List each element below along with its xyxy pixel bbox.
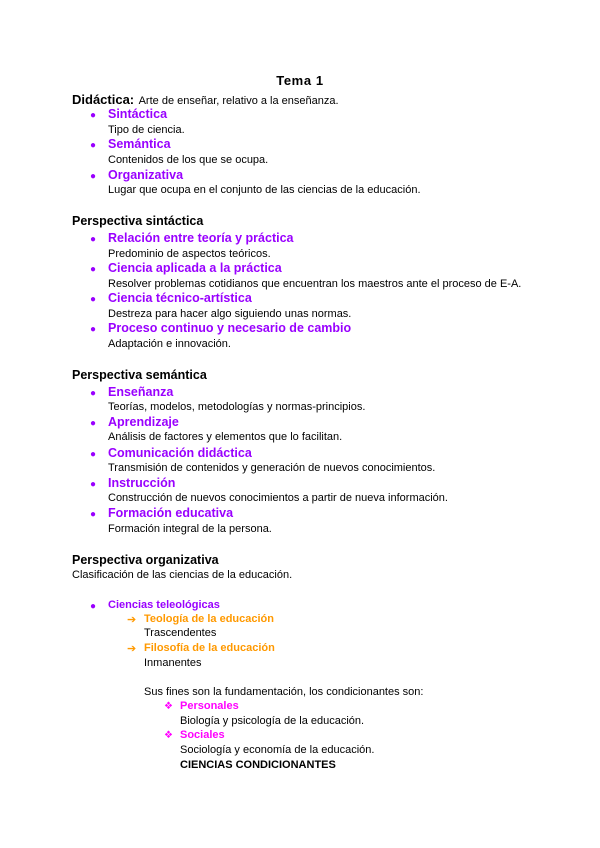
condition-label: Sociales	[180, 729, 225, 741]
semantica-item-desc: Teorías, modelos, metodologías y normas-principios.	[108, 401, 366, 413]
intro-item-label: Sintáctica	[108, 107, 168, 121]
sintactica-item-label: Ciencia aplicada a la práctica	[108, 261, 282, 275]
organizativa-note: Sus fines son la fundamentación, los condicionantes son:	[144, 686, 424, 698]
diamond-bullet-icon: ❖	[164, 701, 173, 712]
semantica-item-desc: Formación integral de la persona.	[108, 523, 272, 535]
semantica-item-label: Comunicación didáctica	[108, 446, 252, 460]
bullet-icon: ●	[90, 418, 97, 429]
section-heading-sintactica: Perspectiva sintáctica	[72, 214, 204, 228]
semantica-item-label: Aprendizaje	[108, 415, 179, 429]
intro-item-label: Semántica	[108, 137, 171, 151]
organizativa-subitem-desc: Inmanentes	[144, 657, 202, 669]
closing-caps: CIENCIAS CONDICIONANTES	[180, 759, 336, 771]
page-title: Tema 1	[276, 73, 324, 88]
semantica-item-label: Instrucción	[108, 476, 176, 490]
intro-item-desc: Tipo de ciencia.	[108, 124, 185, 136]
bullet-icon: ●	[90, 110, 97, 121]
condition-desc: Biología y psicología de la educación.	[180, 715, 365, 727]
diamond-bullet-icon: ❖	[164, 730, 173, 741]
sintactica-item-label: Relación entre teoría y práctica	[108, 231, 294, 245]
bullet-icon: ●	[90, 140, 97, 151]
sintactica-item-desc: Destreza para hacer algo siguiendo unas normas.	[108, 308, 352, 320]
intro-item-label: Organizativa	[108, 168, 184, 182]
condition-label: Personales	[180, 700, 239, 712]
intro-item-desc: Contenidos de los que se ocupa.	[108, 154, 269, 166]
bullet-icon: ●	[90, 509, 97, 520]
bullet-icon: ●	[90, 264, 97, 275]
sintactica-item-label: Ciencia técnico-artística	[108, 291, 252, 305]
semantica-item-label: Formación educativa	[108, 506, 234, 520]
organizativa-subitem-label: Teología de la educación	[144, 613, 274, 625]
organizativa-subitem-label: Filosofía de la educación	[144, 642, 275, 654]
sintactica-item-label: Proceso continuo y necesario de cambio	[108, 321, 352, 335]
bullet-icon: ●	[90, 388, 97, 399]
bullet-icon: ●	[90, 449, 97, 460]
sintactica-item-desc: Predominio de aspectos teóricos.	[108, 248, 271, 260]
arrow-right-icon: ➔	[127, 643, 137, 655]
bullet-icon: ●	[90, 294, 97, 305]
sintactica-item-desc: Adaptación e innovación.	[108, 338, 231, 350]
semantica-item-desc: Construcción de nuevos conocimientos a partir de nueva información.	[108, 492, 448, 504]
arrow-right-icon: ➔	[127, 614, 137, 626]
section-heading-organizativa: Perspectiva organizativa	[72, 553, 219, 567]
sintactica-item-desc: Resolver problemas cotidianos que encuentran los maestros ante el proceso de E-A.	[108, 278, 522, 290]
semantica-item-label: Enseñanza	[108, 385, 174, 399]
bullet-icon: ●	[90, 479, 97, 490]
intro-item-desc: Lugar que ocupa en el conjunto de las ciencias de la educación.	[108, 184, 421, 196]
condition-desc: Sociología y economía de la educación.	[180, 744, 375, 756]
organizativa-subtitle: Clasificación de las ciencias de la educación.	[72, 569, 293, 581]
semantica-item-desc: Transmisión de contenidos y generación de nuevos conocimientos.	[108, 462, 436, 474]
bullet-icon: ●	[90, 601, 97, 612]
bullet-icon: ●	[90, 324, 97, 335]
organizativa-subitem-desc: Trascendentes	[144, 627, 217, 639]
intro-definition: Arte de enseñar, relativo a la enseñanza.	[138, 95, 339, 107]
bullet-icon: ●	[90, 171, 97, 182]
intro-term: Didáctica:	[72, 92, 135, 107]
bullet-icon: ●	[90, 234, 97, 245]
organizativa-item: Ciencias teleológicas	[108, 599, 220, 611]
section-heading-semantica: Perspectiva semántica	[72, 368, 207, 382]
semantica-item-desc: Análisis de factores y elementos que lo facilitan.	[108, 431, 343, 443]
